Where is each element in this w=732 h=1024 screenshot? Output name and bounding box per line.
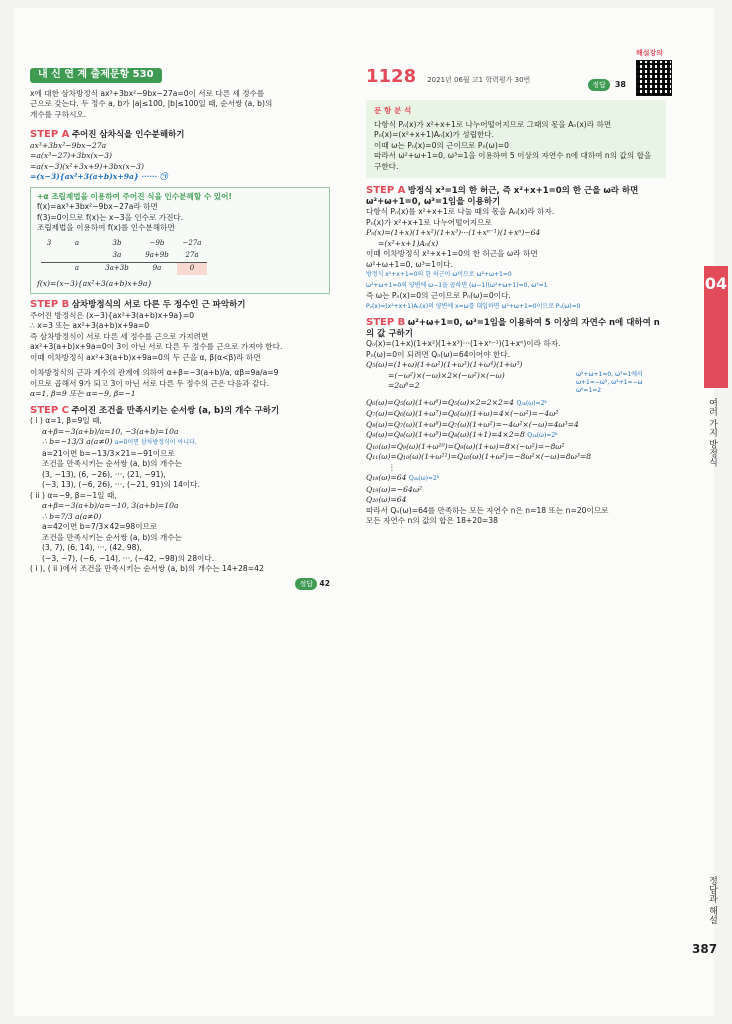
text-line: =2ω⁶=2 <box>388 381 420 390</box>
note-line: ω⁶=1=2 <box>576 386 602 394</box>
text-line <box>366 398 666 410</box>
tip-line: 조립제법을 이용하여 f(x)를 인수분해하면 <box>37 223 175 232</box>
q5-block <box>366 371 666 392</box>
tip-line: f(x)=ax³+3bx²−9bx−27a라 하면 <box>37 202 158 211</box>
analysis-title: 문 항 분 석 <box>374 106 412 115</box>
answer-value: 42 <box>319 578 330 588</box>
synth-cell: 3b <box>112 238 122 247</box>
answers-label: 정답과 해설 <box>707 876 717 924</box>
tip-line: f(3)=0이므로 f(x)는 x−3을 인수로 가진다. <box>37 212 184 222</box>
text-line: Q₂₀(ω)=64 <box>366 495 407 504</box>
synth-cell: −27a <box>182 238 202 247</box>
step-b-title: 삼차방정식의 서로 다른 두 정수인 근 파악하기 <box>71 300 246 310</box>
text-line: (−3, 13), (−6, 26), ···, (−21, 91)의 14이다. <box>42 480 200 489</box>
text-line: Pₙ(x)=(1+x)(1+x²)(1+x³)···(1+xⁿ⁻¹)(1+xⁿ)−64 <box>366 228 541 237</box>
synth-cell: 3a+3b <box>97 262 137 275</box>
analysis-line: 다항식 Pₙ(x)가 x²+x+1로 나누어떨어지므로 그때의 몫을 Aₙ(x)라 하면 <box>374 119 612 129</box>
chapter-number: 04 <box>704 274 728 293</box>
problem-text <box>30 89 330 121</box>
text-line: Q₅(ω)=(1+ω)(1+ω²)(1+ω³)(1+ω⁴)(1+ω⁵) <box>366 360 523 369</box>
text-line: ( i ), ( ii )에서 조건을 만족시키는 순서쌍 (a, b)의 개수는 14+28=42 <box>30 564 264 573</box>
text-line: α+β=−3(a+b)/a=10, −3(a+b)=10a <box>42 426 179 436</box>
text-line: 따라서 Qₙ(ω)=64를 만족하는 모든 자연수 n은 n=18 또는 n=20이므로 <box>366 505 609 515</box>
step-a-header <box>30 130 330 141</box>
note-a-zero: a=0이면 삼차방정식이 아니다. <box>114 439 197 446</box>
text-line: ( ii ) α=−9, β=−1일 때, <box>30 490 117 500</box>
synth-cell: 9a+9b <box>145 250 169 259</box>
text-line: Qₙ(x)=(1+x)(1+x²)(1+x³)···(1+xⁿ⁻¹)(1+xⁿ)이라 하자. <box>366 339 561 348</box>
left-column <box>30 68 330 590</box>
step-b-header <box>30 300 330 311</box>
text-line: (3, −13), (6, −26), ···, (21, −91), <box>42 469 166 479</box>
note-q3k: Q₃ₖ(ω)=2ᵏ <box>408 475 440 482</box>
math-line: =a(x−3)(x²+3x+9)+3bx(x−3) <box>30 161 144 171</box>
chapter-tab[interactable] <box>704 266 728 388</box>
synth-cell: −9b <box>149 238 165 247</box>
step-b-header <box>366 318 666 339</box>
synth-cell: 27a <box>185 250 199 259</box>
right-column <box>366 100 666 527</box>
note-line: 방정식 x²+x+1=0의 한 허근이 ω이므로 ω²+ω+1=0 <box>366 271 512 278</box>
text-line: =(−ω²)×(−ω)×2×(−ω²)×(−ω) <box>388 370 505 380</box>
text-line: Pₙ(ω)=0이 되려면 Qₙ(ω)=64이어야 한다. <box>366 349 511 359</box>
problem-number: 1128 <box>366 66 417 87</box>
step-b-label: STEP B <box>366 317 406 328</box>
text-line: ⋮ <box>388 462 396 472</box>
step-c-label: STEP C <box>30 404 70 416</box>
text-line: ∴ b=7/3 a(a≠0) <box>42 511 102 521</box>
text-line: α=1, β=9 또는 α=−9, β=−1 <box>30 389 136 398</box>
text-line <box>30 437 330 449</box>
synth-remainder-cell: 0 <box>177 262 207 275</box>
chapter-label: 여러 가지 방정식 <box>707 398 717 467</box>
text-line: 다항식 Pₙ(x)를 x²+x+1로 나눌 때의 몫을 Aₙ(x)라 하자. <box>366 207 555 216</box>
text-line: 이때 이차방정식 ax²+3(a+b)x+9a=0의 두 근을 α, β(α<β)라 하면 <box>30 352 261 362</box>
math-segment: Q₆(ω)=Q₅(ω)(1+ω⁶)=Q₅(ω)×2=2×2=4 <box>366 397 515 407</box>
problem-header <box>366 66 666 90</box>
note-line: Pₙ(x)=(x²+x+1)Aₙ(x)의 양변에 x=ω를 대입하면 ω²+ω+1=0이므로 Pₙ(ω)=0 <box>366 302 581 310</box>
analysis-line: Pₙ(x)=(x²+x+1)Aₙ(x)가 성립한다. <box>374 130 495 139</box>
tip-result: f(x)=(x−3){ax²+3(a+b)x+9a} <box>37 278 153 288</box>
right-answer <box>588 72 626 91</box>
note-line: ω²+ω+1=0, ω³=1에서 <box>576 370 643 378</box>
math-segment: Q₉(ω)=Q₈(ω)(1+ω⁹)=Q₈(ω)(1+1)=4×2=8 <box>366 430 525 439</box>
tip-heading: +α 조립제법을 이용하여 주어진 식을 인수분해할 수 있어! <box>37 191 232 201</box>
text-line <box>366 473 666 485</box>
text-line: Q₇(ω)=Q₆(ω)(1+ω⁷)=Q₆(ω)(1+ω)=4×(−ω²)=−4ω² <box>366 409 559 418</box>
step-c-title: 주어진 조건을 만족시키는 순서쌍 (a, b)의 개수 구하기 <box>71 405 280 416</box>
text-line: ∴ x=3 또는 ax²+3(a+b)x+9a=0 <box>30 321 150 330</box>
text-line: 즉 ω는 Pₙ(x)=0의 근이므로 Pₙ(ω)=0이다. <box>366 291 511 300</box>
step-b-title: ω²+ω+1=0, ω³=1임을 이용하여 5 이상의 자연수 n에 대하여 n의 값 구하기 <box>366 318 660 339</box>
problem-line: 근으로 갖는다. 두 정수 a, b가 |a|≤100, |b|≤100일 때, 순서쌍 (a, b)의 <box>30 99 273 108</box>
text-line: Q₁₁(ω)=Q₁₀(ω)(1+ω¹¹)=Q₁₀(ω)(1+ω²)=−8ω²×(−ω)=8ω³=8 <box>366 452 592 461</box>
math-segment: Q₁₈(ω)=64 <box>366 473 407 482</box>
text-line: (−3, −7), (−6, −14), ···, (−42, −98)의 28이다. <box>42 553 215 563</box>
note-q3k: Q₃ₖ(ω)=2ᵏ <box>527 432 558 439</box>
synth-cell <box>41 262 57 275</box>
answer-badge: 정답 <box>588 79 610 91</box>
analysis-line: 따라서 ω²+ω+1=0, ω³=1을 이용하여 5 이상의 자연수 n에 대하여 n의 값의 합을 <box>374 151 652 160</box>
step-b-label: STEP B <box>30 299 70 310</box>
note-line: ω+1=−ω², ω²+1=−ω <box>576 378 643 386</box>
problem-line: 개수를 구하시오. <box>30 109 87 119</box>
step-a-work <box>366 207 666 312</box>
text-line: a=21이면 b=−13/3×21=−91이므로 <box>42 448 175 458</box>
problem-badge: 내 신 연 계 출제문항 530 <box>30 68 162 83</box>
step-a-label: STEP A <box>30 129 70 140</box>
synth-cell: 3a <box>112 250 122 259</box>
text-line: Q₁₀(ω)=Q₉(ω)(1+ω¹⁰)=Q₉(ω)(1+ω)=8×(−ω²)=−8ω² <box>366 441 565 451</box>
math-segment: ∴ b=−13/3 a(a≠0) <box>42 437 113 446</box>
problem-line: x에 대한 삼차방정식 ax³+3bx²−9bx−27a=0이 서로 다른 세 정수를 <box>30 88 265 98</box>
text-line <box>366 430 666 442</box>
text-line: ω²+ω+1=0, ω³=1이다. <box>366 259 454 269</box>
qr-code-icon[interactable] <box>636 60 672 96</box>
answer-value: 38 <box>614 80 626 89</box>
text-line: Q₁₉(ω)=−64ω² <box>366 484 423 494</box>
analysis-box <box>366 100 666 178</box>
text-line: 이므로 곱해서 9가 되고 3이 아닌 서로 다른 두 정수의 근은 다음과 같다. <box>30 378 270 388</box>
step-a-header <box>366 186 666 207</box>
text-line: 주어진 방정식은 (x−3){ax²+3(a+b)x+9a}=0 <box>30 310 195 320</box>
synth-cell: a <box>57 262 97 275</box>
analysis-line: 이때 ω는 Pₙ(x)=0의 근이므로 Pₙ(ω)=0 <box>374 140 509 150</box>
step-b-work <box>30 311 330 400</box>
note-q3k: Q₃ₖ(ω)=2ᵏ <box>516 399 547 407</box>
step-a-title: 방정식 x³=1의 한 허근, 즉 x²+x+1=0의 한 근을 ω라 하면 ω²+ω+1=0, ω³=1임을 이용하기 <box>366 186 639 207</box>
answer-badge: 정답 <box>295 578 317 591</box>
page-number: 387 <box>692 942 718 956</box>
text-line: 조건을 만족시키는 순서쌍 (a, b)의 개수는 <box>42 532 182 542</box>
text-line: Pₙ(x)가 x²+x+1로 나누어떨어지므로 <box>366 217 492 227</box>
problem-source: 2021년 06월 고1 학력평가 30번 <box>427 76 531 84</box>
synth-cell: 9a <box>137 262 177 275</box>
text-line: 즉 삼차방정식이 서로 다른 세 정수를 근으로 가지려면 <box>30 331 209 341</box>
text-line: Q₈(ω)=Q₇(ω)(1+ω⁸)=Q₇(ω)(1+ω²)=−4ω²×(−ω)=4ω³=4 <box>366 419 579 429</box>
synth-cell <box>57 250 97 262</box>
video-lecture-label: 해설강의 <box>636 49 664 57</box>
synth-cell: a <box>74 238 80 247</box>
synth-cell <box>41 250 57 262</box>
math-line: ax³+3bx²−9bx−27a <box>30 140 107 150</box>
step-c-header <box>30 406 330 417</box>
step-b-work <box>366 339 666 527</box>
tip-box <box>30 187 330 295</box>
left-answer <box>30 578 330 591</box>
math-line: =(x−3){ax²+3(a+b)x+9a} ······ ㉠ <box>30 172 168 181</box>
text-line: ( i ) α=1, β=9일 때, <box>30 416 102 425</box>
text-line: 모든 자연수 n의 값의 합은 18+20=38 <box>366 516 498 525</box>
identity-note <box>576 371 643 395</box>
text-line: 조건을 만족시키는 순서쌍 (a, b)의 개수는 <box>42 459 182 468</box>
step-c-work <box>30 416 330 575</box>
text-line: =(x²+x+1)Aₙ(x) <box>378 238 439 248</box>
step-a-work <box>30 141 330 183</box>
synthetic-division-table <box>41 238 323 275</box>
text-line: α+β=−3(a+b)/a=−10, 3(a+b)=10a <box>42 501 179 510</box>
text-line: (3, 7), (6, 14), ···, (42, 98), <box>42 543 142 552</box>
text-line: 이때 이차방정식 x²+x+1=0의 한 허근을 ω라 하면 <box>366 249 538 258</box>
note-line: ω²+ω+1=0의 양변에 ω−1을 곱하면 (ω−1)(ω²+ω+1)=0, ω³=1 <box>366 281 548 289</box>
step-a-label: STEP A <box>366 185 406 196</box>
analysis-line: 구한다. <box>374 161 399 171</box>
text-line: ax²+3(a+b)x+9a=0이 3이 아닌 서로 다른 두 정수를 근으로 가져야 한다. <box>30 342 283 351</box>
math-line: =a(x³−27)+3bx(x−3) <box>30 151 112 160</box>
step-a-title: 주어진 삼차식을 인수분해하기 <box>71 130 185 140</box>
text-line: 이차방정식의 근과 계수의 관계에 의하여 α+β=−3(a+b)/a, αβ=9a/a=9 <box>30 368 279 377</box>
text-line: a=42이면 b=7/3×42=98이므로 <box>42 522 158 531</box>
synth-cell: 3 <box>46 238 52 247</box>
